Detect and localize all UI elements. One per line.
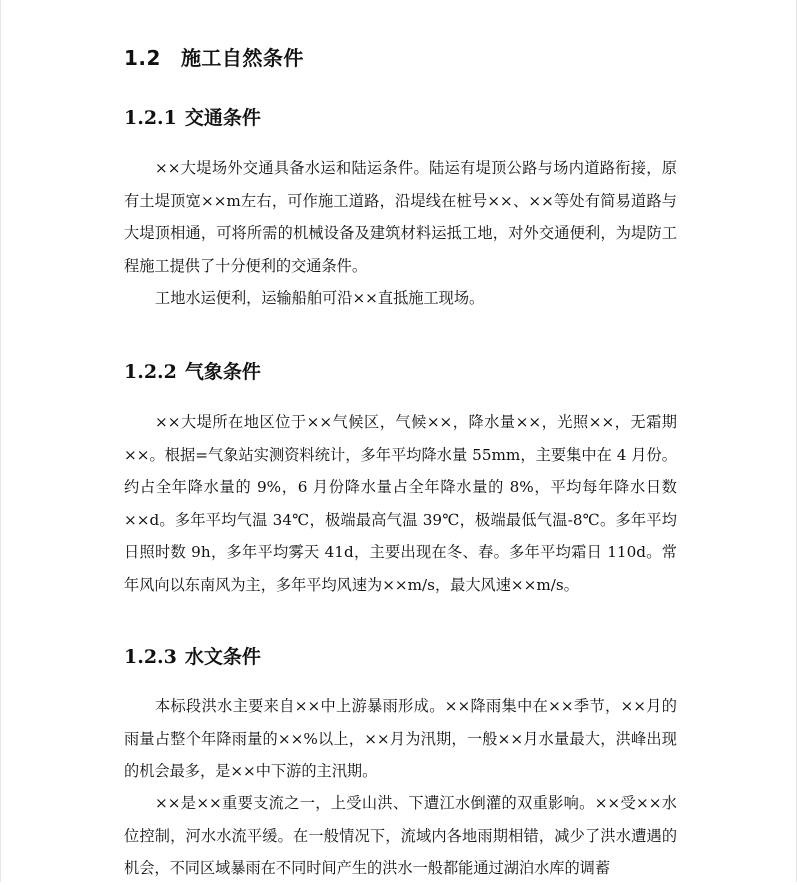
subsection-number: 1.2.3 bbox=[124, 646, 177, 668]
subsection-title: 水文条件 bbox=[184, 646, 261, 668]
subsection-number: 1.2.1 bbox=[124, 107, 177, 129]
paragraph-weather-1: ××大堤所在地区位于××气候区，气候××，降水量××，光照××，无霜期××。根据=气象站实测资料统计，多年平均降水量 55mm，主要集中在 4 月份。约占全年降水量的 9%，6 月份降水量占全年降水量的 8%，平均每年降水日数××d。多年平均气温 34℃，极端最高气温 39℃，极端最低气温-8℃。多年平均日照时数 9h，多年平均雾天 41d，主要出现在冬、春。多年平均霜日 110d。常年风向以东南风为主，多年平均风速为××m/s，最大风速××m/s。 bbox=[124, 413, 677, 594]
subsection-heading-weather bbox=[124, 357, 261, 384]
section-heading bbox=[124, 42, 304, 71]
subsection-heading-traffic bbox=[124, 103, 261, 130]
section-title: 施工自然条件 bbox=[180, 46, 304, 70]
paragraph-traffic-1: ××大堤场外交通具备水运和陆运条件。陆运有堤顶公路与场内道路衔接，原有土堤顶宽××m左右，可作施工道路，沿堤线在桩号××、××等处有简易道路与大堤顶相通，可将所需的机械设备及建筑材料运抵工地，对外交通便利，为堤防工程施工提供了十分便利的交通条件。 bbox=[124, 159, 677, 275]
subsection-title: 气象条件 bbox=[184, 361, 261, 383]
paragraph-traffic-2: 工地水运便利，运输船舶可沿××直抵施工现场。 bbox=[155, 289, 485, 307]
section-number: 1.2 bbox=[124, 46, 161, 70]
subsection-heading-hydrology bbox=[124, 642, 261, 669]
subsection-title: 交通条件 bbox=[184, 107, 261, 129]
subsection-number: 1.2.2 bbox=[124, 361, 177, 383]
paragraph-hydrology-2: ××是××重要支流之一，上受山洪、下遭江水倒灌的双重影响。××受××水位控制，河水水流平缓。在一般情况下，流域内各地雨期相错，减少了洪水遭遇的机会，不同区域暴雨在不同时间产生的洪水一般都能通过湖泊水库的调蓄 bbox=[124, 794, 677, 877]
paragraph-hydrology-1: 本标段洪水主要来自××中上游暴雨形成。××降雨集中在××季节，××月的雨量占整个年降雨量的××%以上，××月为汛期，一般××月水量最大，洪峰出现的机会最多，是××中下游的主汛期。 bbox=[124, 697, 677, 780]
